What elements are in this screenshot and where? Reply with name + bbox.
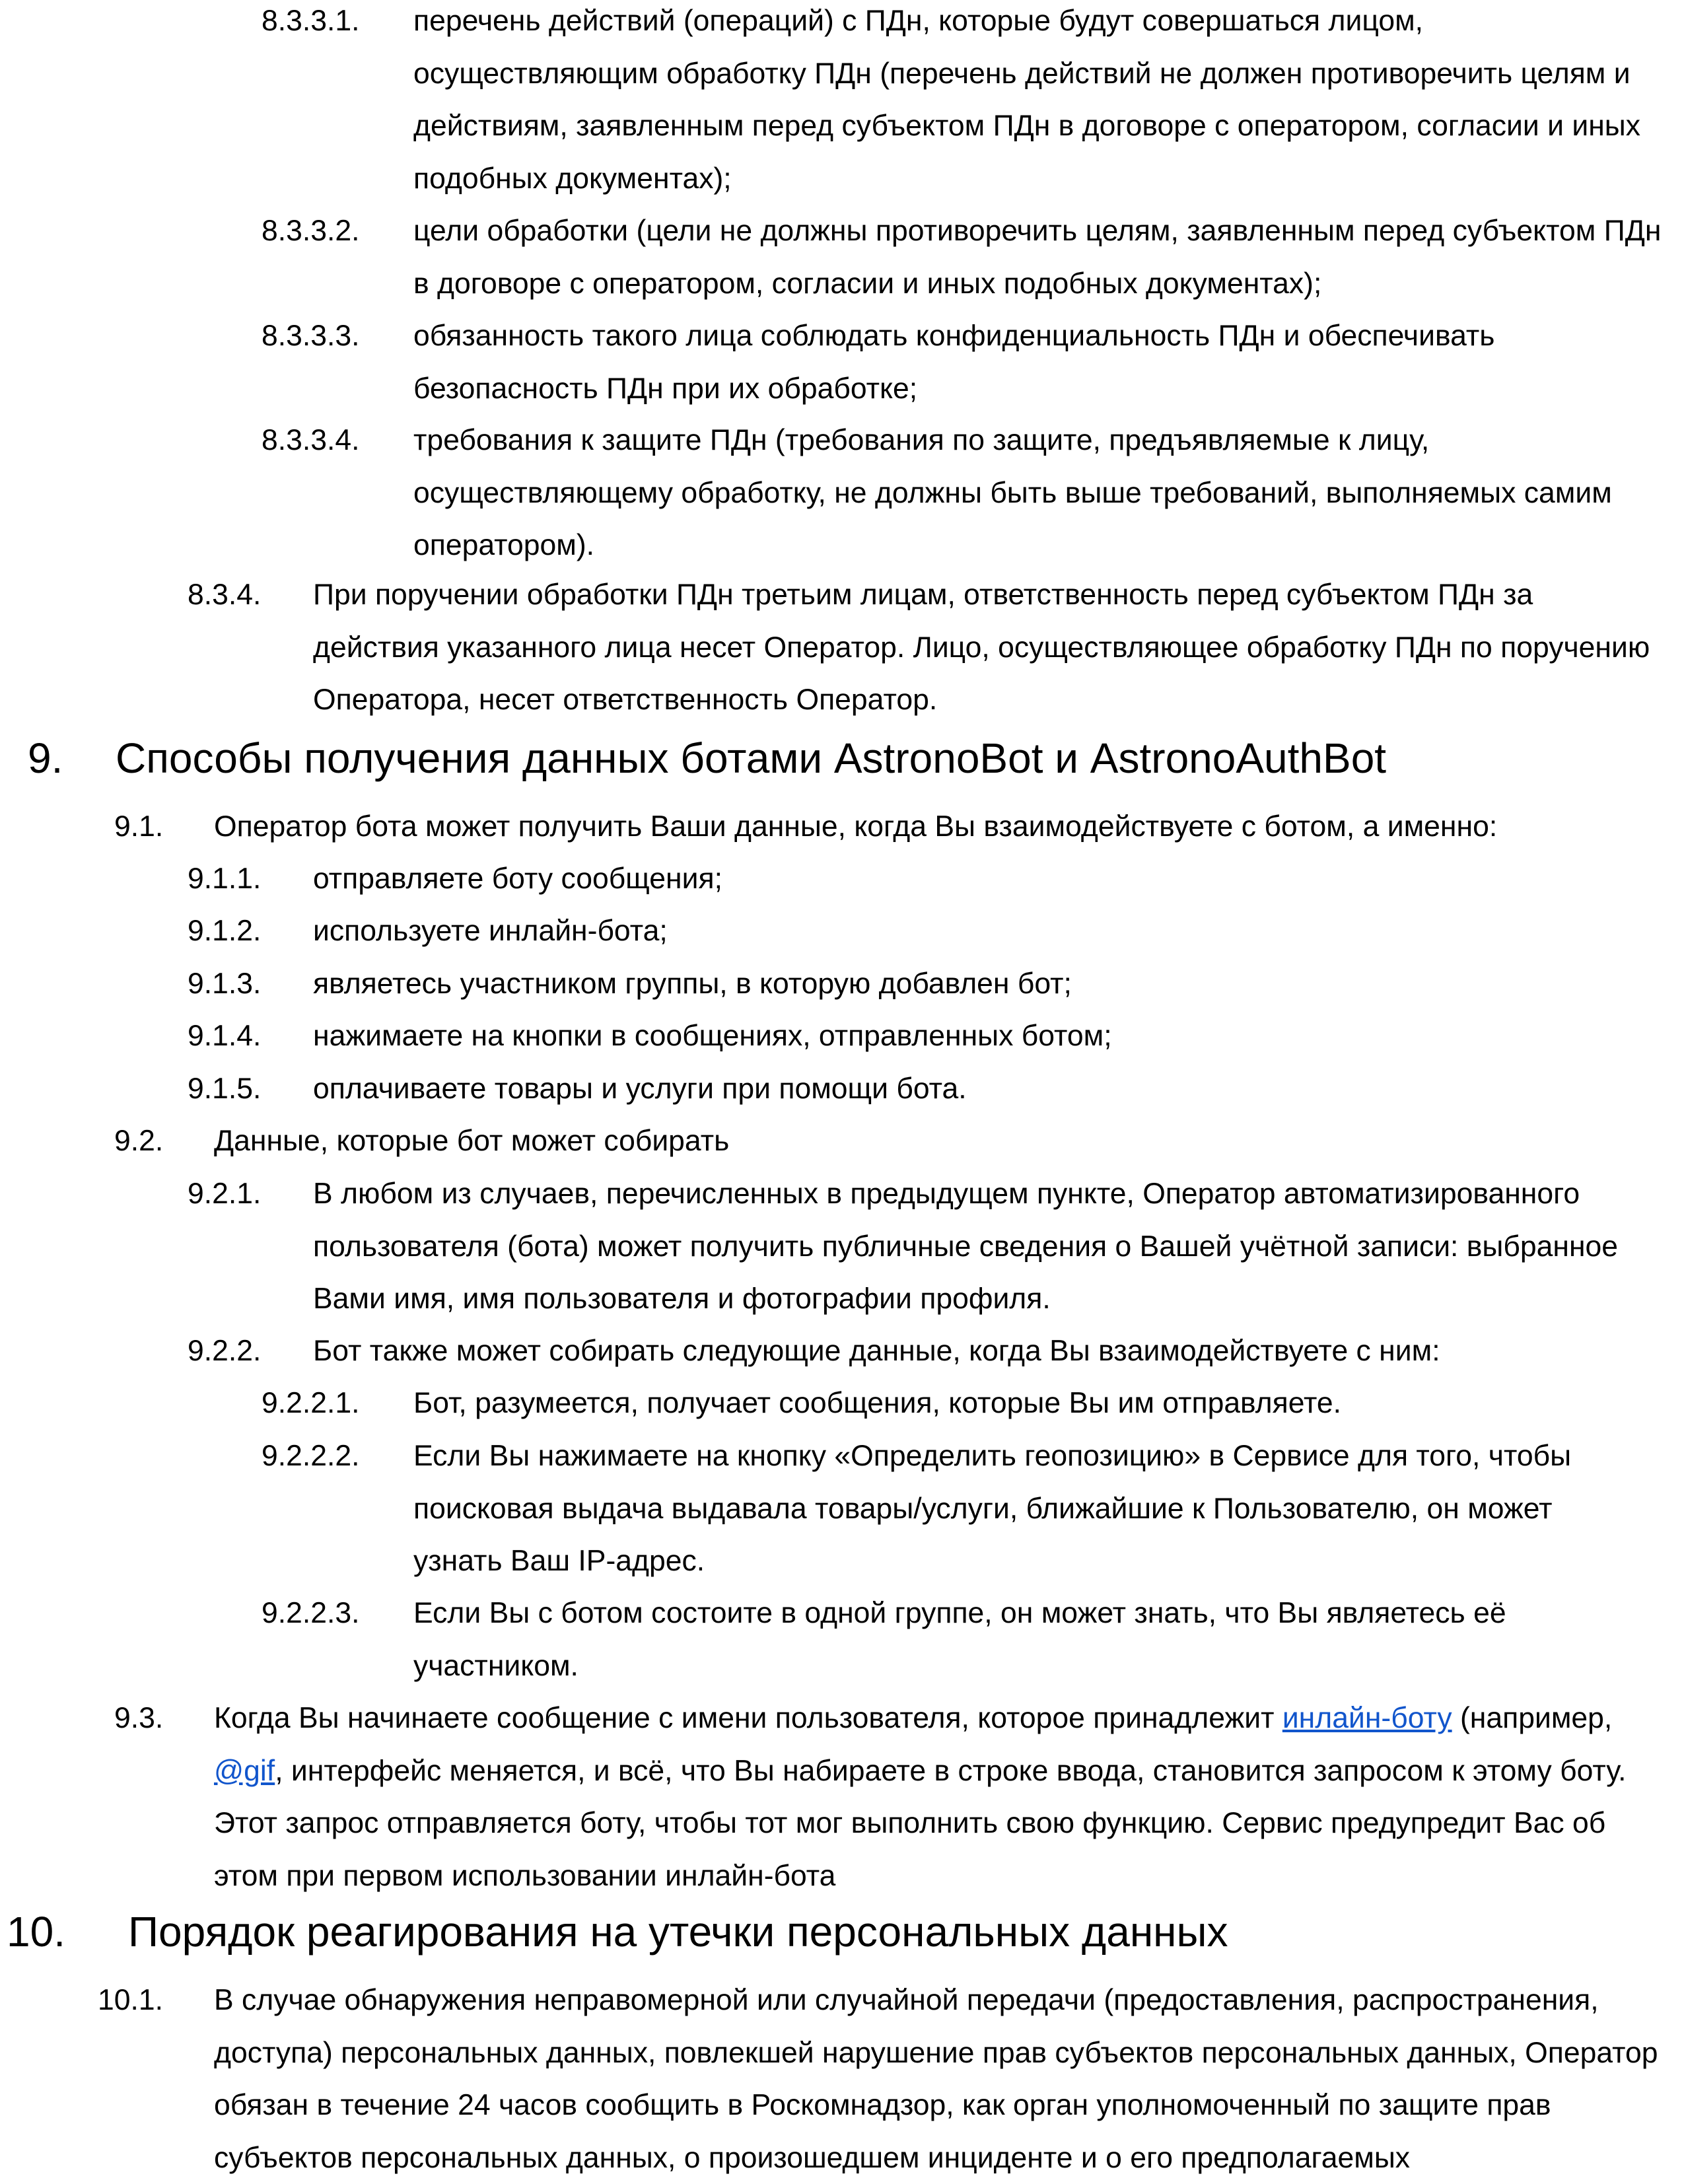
- item-number: 9.1.: [114, 810, 164, 843]
- item-number: 9.3.: [114, 1702, 164, 1734]
- item-text: Оператор бота может получить Ваши данные, когда Вы взаимодействуете с ботом, а именно:: [214, 810, 1498, 843]
- item-number: 9.1.5.: [188, 1073, 262, 1105]
- item-number: 8.3.3.3.: [262, 320, 360, 352]
- item-number: 8.3.3.2.: [262, 215, 360, 247]
- item-text: цели обработки (цели не должны противоречить целям, заявленным перед субъектом ПДн в договоре с оператором, согласии и иных подобных документах);: [413, 215, 1662, 300]
- item-text: Если Вы с ботом состоите в одной группе, он может знать, что Вы являетесь её участником.: [413, 1597, 1506, 1682]
- item-number: 8.3.3.1.: [262, 5, 360, 37]
- item-text: Бот, разумеется, получает сообщения, которые Вы им отправляете.: [413, 1387, 1342, 1419]
- item-text: [214, 1692, 1673, 1902]
- item-text: В случае обнаружения неправомерной или случайной передачи (предоставления, распространения, доступа) персональных данных, повлекшей нарушение прав субъектов персональных данных, Оператор обязан в течение 24 часов сообщить в Роскомнадзор, как орган уполномоченный по защите прав субъектов персональных данных, о произошедшем инциденте и о его предполагаемых: [214, 1984, 1658, 2174]
- item-number: 9.2.: [114, 1125, 164, 1157]
- item-number: 9.2.2.2.: [262, 1440, 360, 1472]
- item-text: перечень действий (операций) с ПДн, которые будут совершаться лицом, осуществляющим обработку ПДн (перечень действий не должен противоречить целям и действиям, заявленным перед субъектом ПДн в договоре с оператором, согласии и иных подобных документах);: [413, 5, 1641, 195]
- item-number: 9.1.4.: [188, 1020, 262, 1052]
- gif-bot-link[interactable]: @gif: [214, 1754, 275, 1787]
- item-number: 9.1.1.: [188, 863, 262, 895]
- item-text: Если Вы нажимаете на кнопку «Определить геопозицию» в Сервисе для того, чтобы поисковая выдача выдавала товары/услуги, ближайшие к Пользователю, он может узнать Ваш IP-адрес.: [413, 1440, 1572, 1577]
- item-number: 9.2.2.1.: [262, 1387, 360, 1419]
- item-text: Данные, которые бот может собирать: [214, 1125, 730, 1157]
- item-number: 9.2.2.3.: [262, 1597, 360, 1629]
- item-text: отправляете боту сообщения;: [313, 863, 722, 895]
- heading-number: 10.: [7, 1908, 65, 1955]
- heading-title: Способы получения данных ботами AstronoBot и AstronoAuthBot: [116, 734, 1387, 782]
- item-number: 9.1.2.: [188, 915, 262, 947]
- item-text: нажимаете на кнопки в сообщениях, отправленных ботом;: [313, 1020, 1112, 1052]
- item-text: оплачиваете товары и услуги при помощи бота.: [313, 1073, 967, 1105]
- text-segment: (например,: [1452, 1702, 1613, 1734]
- item-number: 10.1.: [98, 1984, 163, 2016]
- item-number: 8.3.4.: [188, 579, 262, 611]
- item-number: 8.3.3.4.: [262, 424, 360, 456]
- text-segment: Когда Вы начинаете сообщение с имени пользователя, которое принадлежит: [214, 1702, 1282, 1734]
- item-text: В любом из случаев, перечисленных в предыдущем пункте, Оператор автоматизированного пользователя (бота) может получить публичные сведения о Вашей учётной записи: выбранное Вами имя, имя пользователя и фотографии профиля.: [313, 1178, 1619, 1315]
- item-text: используете инлайн-бота;: [313, 915, 668, 947]
- heading-number: 9.: [28, 734, 63, 782]
- inline-bot-link[interactable]: инлайн-боту: [1282, 1702, 1452, 1734]
- heading-title: Порядок реагирования на утечки персональных данных: [128, 1908, 1228, 1955]
- item-number: 9.1.3.: [188, 968, 262, 1000]
- item-text: требования к защите ПДн (требования по защите, предъявляемые к лицу, осуществляющему обработку, не должны быть выше требований, выполняемых самим оператором).: [413, 424, 1612, 561]
- item-text: При поручении обработки ПДн третьим лицам, ответственность перед субъектом ПДн за действия указанного лица несет Оператор. Лицо, осуществляющее обработку ПДн по поручению Оператора, несет ответственность Оператор.: [313, 579, 1650, 716]
- item-number: 9.2.1.: [188, 1178, 262, 1210]
- item-text: обязанность такого лица соблюдать конфиденциальность ПДн и обеспечивать безопасность ПДн при их обработке;: [413, 320, 1495, 405]
- item-text: Бот также может собирать следующие данные, когда Вы взаимодействуете с ним:: [313, 1335, 1440, 1367]
- text-segment: , интерфейс меняется, и всё, что Вы набираете в строке ввода, становится запросом к этому боту. Этот запрос отправляется боту, чтобы тот мог выполнить свою функцию. Сервис предупредит Вас об этом при первом использовании инлайн-бота: [214, 1754, 1627, 1892]
- item-number: 9.2.2.: [188, 1335, 262, 1367]
- item-text: являетесь участником группы, в которую добавлен бот;: [313, 968, 1072, 1000]
